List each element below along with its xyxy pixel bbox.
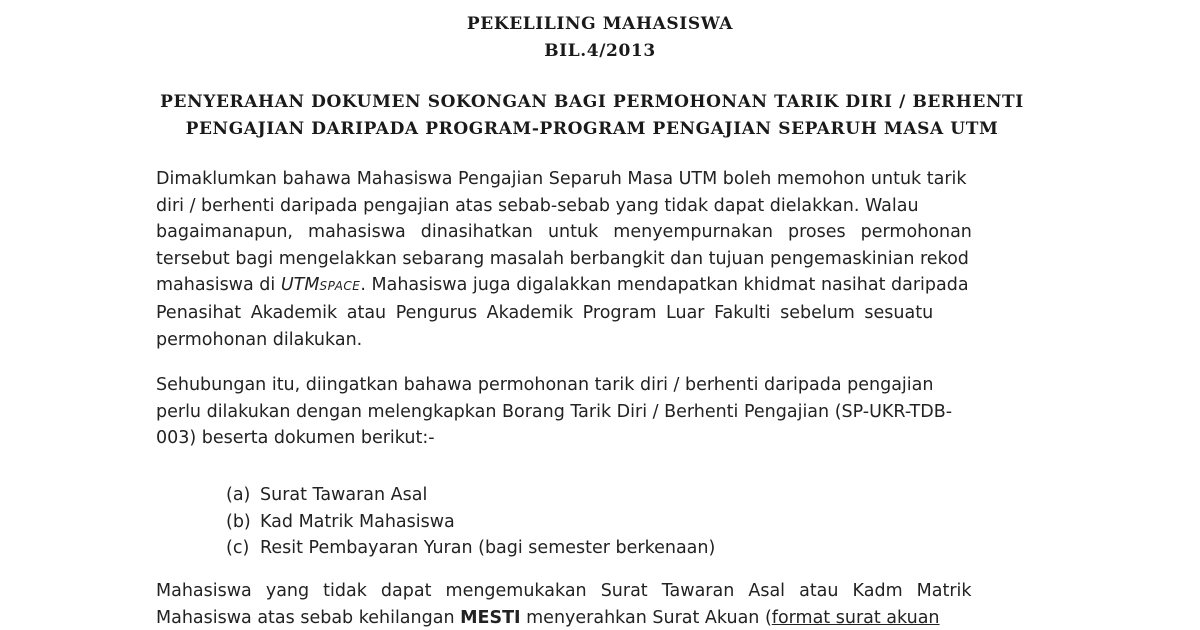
paragraph-text: menyerahkan Surat Akuan ( [526,607,772,628]
paragraph-requirements [156,372,1050,452]
utmspace-name [281,275,361,295]
list-item-text: Resit Pembayaran Yuran (bagi semester berkenaan) [260,538,716,559]
subject-line-2: PENGAJIAN DARIPADA PROGRAM-PROGRAM PENGAJIAN SEPARUH MASA UTM [185,119,999,139]
subject-line-1: PENYERAHAN DOKUMEN SOKONGAN BAGI PERMOHONAN TARIK DIRI / BERHENTI [160,92,1024,112]
paragraph-line: 003) beserta dokumen berikut:- [156,428,435,449]
list-marker: (a) [226,485,251,505]
format-link-text: format surat akuan [771,607,940,628]
document-list-item [226,509,715,536]
paragraph-text: . Mahasiswa juga digalakkan mendapatkan khidmat nasihat daripada [360,275,969,296]
paragraph-line [156,605,1050,630]
paragraph-line: Sehubungan itu, diingatkan bahawa permohonan tarik diri / berhenti daripada pengajian [156,375,934,395]
paragraph-line: Dimaklumkan bahawa Mahasiswa Pengajian Separuh Masa UTM boleh memohon untuk tarik [156,169,967,189]
paragraph-lost-documents [156,578,1050,630]
paragraph-line: Mahasiswa yang tidak dapat mengemukakan Surat Tawaran Asal atau Kadm Matrik [156,581,972,601]
paragraph-line: bagaimanapun, mahasiswa dinasihatkan untuk menyempurnakan proses permohonan [156,222,972,243]
paragraph-line: Penasihat Akademik atau Pengurus Akademik Program Luar Fakulti sebelum sesuatu [156,302,934,323]
list-item-text: Surat Tawaran Asal [260,485,428,505]
circular-title: PEKELILING MAHASISWA [466,14,734,34]
paragraph-text: mahasiswa di [156,275,276,296]
paragraph-line [156,272,1050,300]
utm-text: UTM [280,275,320,296]
document-list [226,482,715,562]
paragraph-line: perlu dilakukan dengan melengkapkan Borang Tarik Diri / Berhenti Pengajian (SP-UKR-TDB- [156,401,953,422]
paragraph-line [156,193,1050,220]
list-marker: (c) [226,538,250,559]
list-marker: (b) [226,511,251,532]
paragraph-line: permohonan dilakukan. [156,329,363,350]
document-list-item [226,535,715,562]
document-list-item [226,482,715,509]
paragraph-line-text: diri / berhenti daripada pengajian atas sebab-sebab yang tidak dapat dielakkan. Walau [156,195,919,216]
circular-number: BIL.4/2013 [544,41,656,61]
paragraph-introduction [156,166,1050,353]
paragraph-line: tersebut bagi mengelakkan sebarang masalah berbangkit dan tujuan pengemaskinian rekod [156,248,969,269]
list-item-text: Kad Matrik Mahasiswa [260,511,455,532]
space-text: SPACE [319,279,361,294]
emphasis-mesti: MESTI [460,607,521,628]
paragraph-text: Mahasiswa atas sebab kehilangan [156,607,455,628]
